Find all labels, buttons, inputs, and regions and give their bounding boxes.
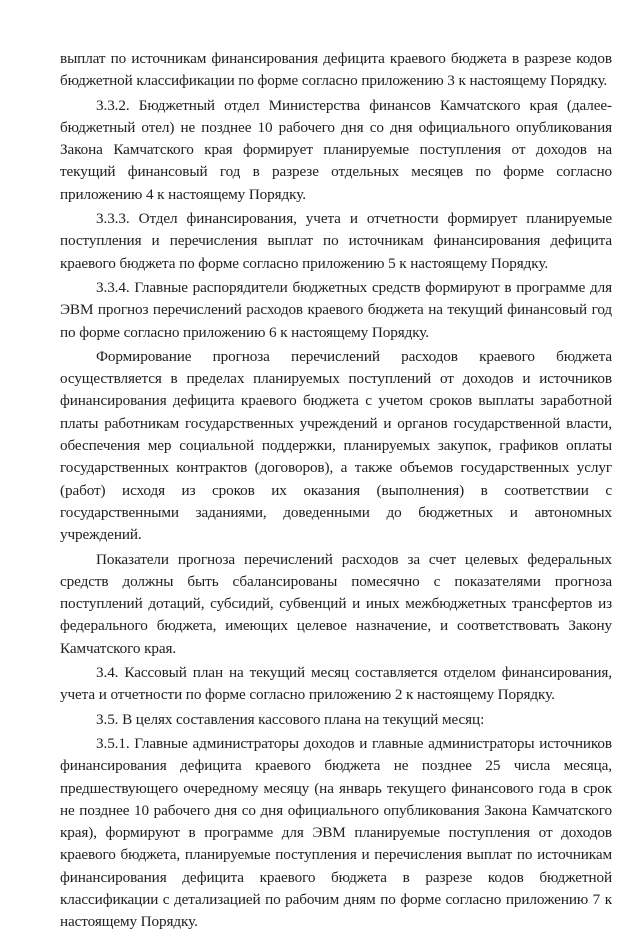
paragraph-3-4: 3.4. Кассовый план на текущий месяц составляется отделом финансирования, учета и отчетности по форме согласно приложению 2 к настоящему Порядку. bbox=[60, 664, 612, 704]
paragraph-3-3-2: 3.3.2. Бюджетный отдел Министерства финансов Камчатского края (далее-бюджетный отел) не позднее 10 рабочего дня со дня официального опубликования Закона Камчатского края формирует планируемые поступления от доходов на текущий финансовый год в разрезе отдельных месяцев по форме согласно приложению 4 к настоящему Порядку. bbox=[60, 96, 612, 203]
paragraph-3-5: 3.5. В целях составления кассового плана на текущий месяц: bbox=[96, 710, 485, 728]
paragraph-federal-funds: Показатели прогноза перечислений расходов за счет целевых федеральных средств должны быть сбалансированы помесячно с показателями прогноза поступлений дотаций, субсидий, субвенций и иных межбюджетных трансфертов из федерального бюджета, имеющих целевое назначение, и соответствовать Закону Камчатского края. bbox=[60, 550, 612, 657]
paragraph-continuation: выплат по источникам финансирования дефицита краевого бюджета в разрезе кодов бюджетной классификации по форме согласно приложению 3 к настоящему Порядку. bbox=[60, 50, 612, 90]
paragraph-3-3-4: 3.3.4. Главные распорядители бюджетных средств формируют в программе для ЭВМ прогноз перечислений расходов краевого бюджета на текущий финансовый год по форме согласно приложению 6 к настоящему Порядку. bbox=[60, 278, 612, 341]
paragraph-forecast-formation: Формирование прогноза перечислений расходов краевого бюджета осуществляется в пределах планируемых поступлений от доходов и источников финансирования дефицита краевого бюджета с учетом сроков выплаты заработной платы работникам государственных учреждений и органов государственной власти, обеспечения мер социальной поддержки, планируемых закупок, графиков оплаты государственных контрактов (договоров), а также объемов государственных услуг (работ) исходя из сроков их оказания (выполнения) в соответствии с государственными заданиями, доведенными до бюджетных и автономных учреждений. bbox=[60, 347, 612, 544]
paragraph-3-3-3: 3.3.3. Отдел финансирования, учета и отчетности формирует планируемые поступления и перечисления выплат по источникам финансирования дефицита краевого бюджета по форме согласно приложению 5 к настоящему Порядку. bbox=[60, 210, 612, 272]
paragraph-3-5-1: 3.5.1. Главные администраторы доходов и главные администраторы источников финансирования дефицита краевого бюджета не позднее 25 числа месяца, предшествующего очередному месяцу (на январь текущего финансового года в срок не позднее 10 рабочего дня со дня официального опубликования Закона Камчатского края), формируют в программе для ЭВМ планируемые поступления от доходов краевого бюджета, планируемые поступления и перечисления выплат по источникам финансирования дефицита краевого бюджета в разрезе кодов бюджетной классификации с детализацией по рабочим дням по форме согласно приложению 7 к настоящему Порядку. bbox=[60, 734, 612, 931]
document-body bbox=[60, 48, 612, 934]
